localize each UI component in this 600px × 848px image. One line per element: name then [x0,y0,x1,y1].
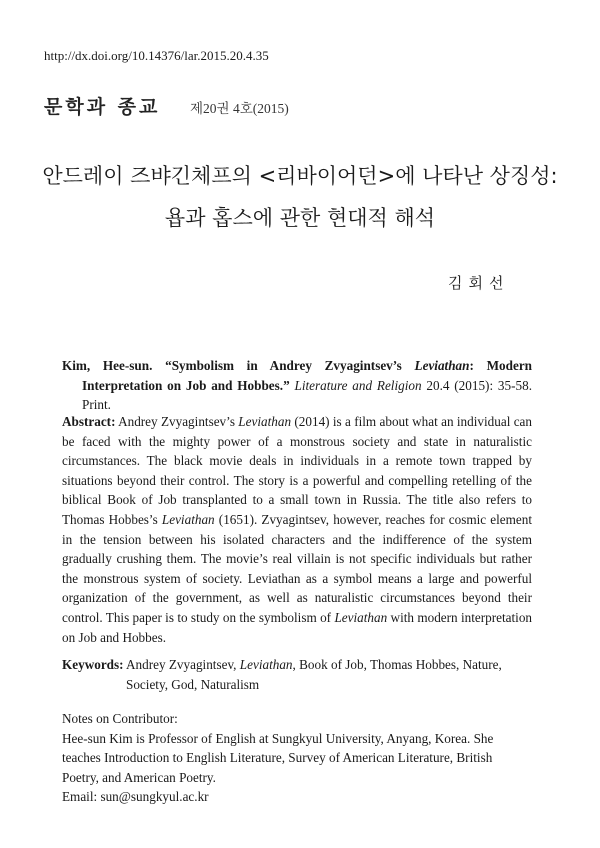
author-name: 김회선 [448,274,510,292]
citation-title-italic: Leviathan [414,358,470,373]
keywords-part-1: Andrey Zvyagintsev, [126,657,237,672]
notes-heading: Notes on Contributor: [62,711,178,726]
abstract-label: Abstract: [62,414,116,429]
keywords-label: Keywords: [62,657,124,672]
abstract-book-title: Leviathan [161,511,215,527]
journal-name: 문학과 종교 [44,96,161,118]
citation-authors: Kim, Hee-sun. [62,358,153,373]
keywords-part-2: , Book of Job, Thomas Hobbes, Nature, Society, God, Naturalism [126,657,502,692]
keywords [62,655,532,694]
citation [62,356,532,415]
abstract-text-3: (1651). Zvyagintsev, however, reaches for cosmic element in the tension between his isolated characters and the indifference of the system gradually crushing them. The movie’s real villain is not specific individuals but rather the monstrous system of society. Leviathan as a symbol means a large and powerful organization of the government, as well as naturalistic circumstances beyond their control. This paper is to study on the symbolism of [62,511,532,625]
paper-title-line1: 안드레이 즈뱌긴체프의 <리바이어던>에 나타난 상징성: [42,164,558,188]
citation-title-pre: “Symbolism in Andrey Zvyagintsev’s [165,358,402,373]
abstract-text-2: (2014) is a film about what an individual can be faced with the mighty power of a monstrous society and state in naturalistic circumstances. The black movie deals in individuals in a remote town trapped by situations beyond their control. The story is a powerful and compelling retelling of the biblical Book of Job transplanted to a small town in Russia. The title also refers to Thomas Hobbes’s [62,414,532,527]
notes-email[interactable]: Email: sun@sungkyul.ac.kr [62,789,209,805]
abstract-text-4: with modern interpretation on Job and Hobbes. [62,609,533,645]
keywords-list [126,655,532,694]
abstract-film-title: Leviathan [238,414,292,429]
citation-journal: Literature and Religion [294,377,422,393]
citation-title-post: : Modern Interpretation on Job and Hobbes.” [82,358,533,393]
paper-title-line2: 욥과 홉스에 관한 현대적 해석 [164,206,436,230]
contributor-notes [62,709,532,807]
abstract [62,412,532,647]
abstract-text-1: Andrey Zvyagintsev’s [118,414,235,429]
citation-details: 20.4 (2015): 35-58. Print. [82,377,532,413]
keywords-italic: Leviathan [239,657,293,672]
issue-info: 제20권 4호(2015) [190,101,289,116]
notes-body: Hee-sun Kim is Professor of English at Sungkyul University, Anyang, Korea. She teaches Introduction to English Literature, Survey of American Literature, British Poetry, and American Poetry. [62,730,494,785]
doi-link[interactable]: http://dx.doi.org/10.14376/lar.2015.20.4.35 [44,48,269,63]
abstract-film-title-2: Leviathan [334,609,388,625]
